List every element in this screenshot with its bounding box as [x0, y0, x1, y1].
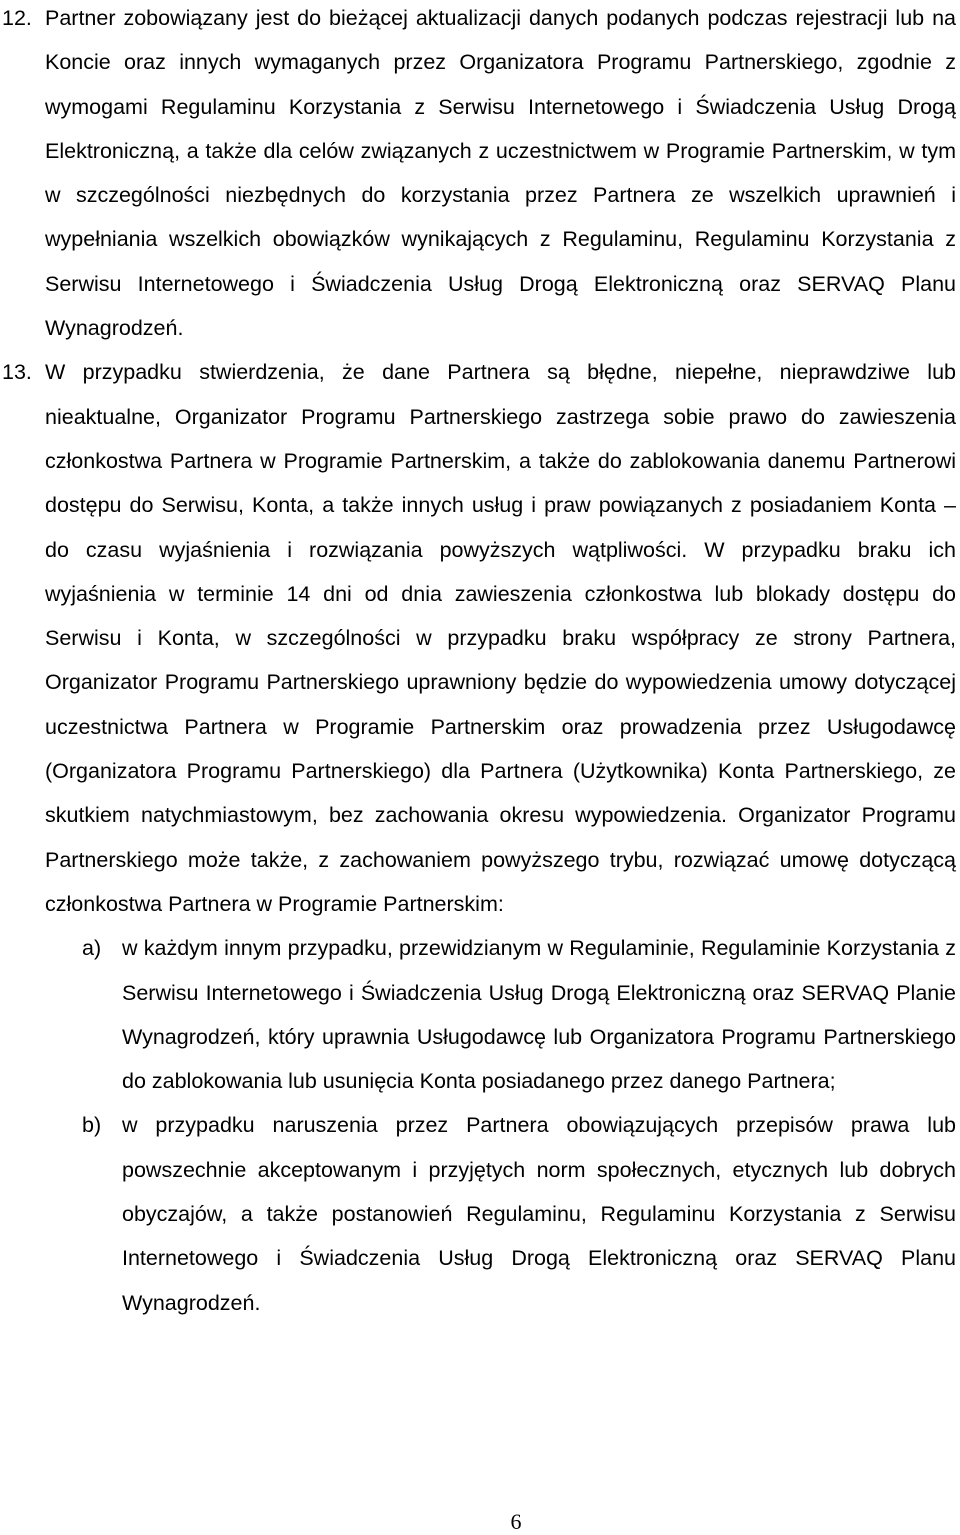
list-item-text: w każdym innym przypadku, przewidzianym w Regulaminie, Regulaminie Korzystania z Serwisu Internetowego i Świadczenia Usług Drogą Elektroniczną oraz SERVAQ Planie Wynagrodzeń, który uprawnia Usługodawcę lub Organizatora Programu Partnerskiego do zablokowania lub usunięcia Konta posiadanego przez danego Partnera; [122, 936, 956, 1094]
paragraph-number: 12. [2, 6, 32, 30]
list-item-a [0, 926, 960, 1103]
paragraph-13 [0, 350, 960, 926]
list-item-marker: a) [82, 936, 102, 961]
paragraph-text: W przypadku stwierdzenia, że dane Partnera są błędne, niepełne, nieprawdziwe lub nieaktualne, Organizator Programu Partnerskiego zastrzega sobie prawo do zawieszenia członkostwa Partnera w Programie Partnerskim, a także do zablokowania danemu Partnerowi dostępu do Serwisu, Konta, a także innych usług i praw powiązanych z posiadaniem Konta – do czasu wyjaśnienia i rozwiązania powyższych wątpliwości. W przypadku braku ich wyjaśnienia w terminie 14 dni od dnia zawieszenia członkostwa lub blokady dostępu do Serwisu i Konta, w szczególności w przypadku braku współpracy ze strony Partnera, Organizator Programu Partnerskiego uprawniony będzie do wypowiedzenia umowy dotyczącej uczestnictwa Partnera w Programie Partnerskim oraz prowadzenia przez Usługodawcę (Organizatora Programu Partnerskiego) dla Partnera (Użytkownika) Konta Partnerskiego, ze skutkiem natychmiastowym, bez zachowania okresu wypowiedzenia. Organizator Programu Partnerskiego może także, z zachowaniem powyższego trybu, rozwiązać umowę dotyczącą członkostwa Partnera w Programie Partnerskim: [45, 360, 956, 916]
paragraph-text: Partner zobowiązany jest do bieżącej aktualizacji danych podanych podczas rejestracji lub na Koncie oraz innych wymaganych przez Organizatora Programu Partnerskiego, zgodnie z wymogami Regulaminu Korzystania z Serwisu Internetowego i Świadczenia Usług Drogą Elektroniczną, a także dla celów związanych z uczestnictwem w Programie Partnerskim, w tym w szczególności niezbędnych do korzystania przez Partnera ze wszelkich uprawnień i wypełniania wszelkich obowiązków wynikających z Regulaminu, Regulaminu Korzystania z Serwisu Internetowego i Świadczenia Usług Drogą Elektroniczną oraz SERVAQ Planu Wynagrodzeń. [45, 6, 956, 341]
paragraph-12 [0, 0, 960, 350]
list-item-b [0, 1103, 960, 1324]
list-item-marker: b) [82, 1113, 102, 1138]
paragraph-number: 13. [2, 360, 32, 385]
list-item-text: w przypadku naruszenia przez Partnera obowiązujących przepisów prawa lub powszechnie akceptowanym i przyjętych norm społecznych, etycznych lub dobrych obyczajów, a także postanowień Regulaminu, Regulaminu Korzystania z Serwisu Internetowego i Świadczenia Usług Drogą Elektroniczną oraz SERVAQ Planu Wynagrodzeń. [122, 1113, 956, 1315]
page-number: 6 [510, 1509, 522, 1534]
